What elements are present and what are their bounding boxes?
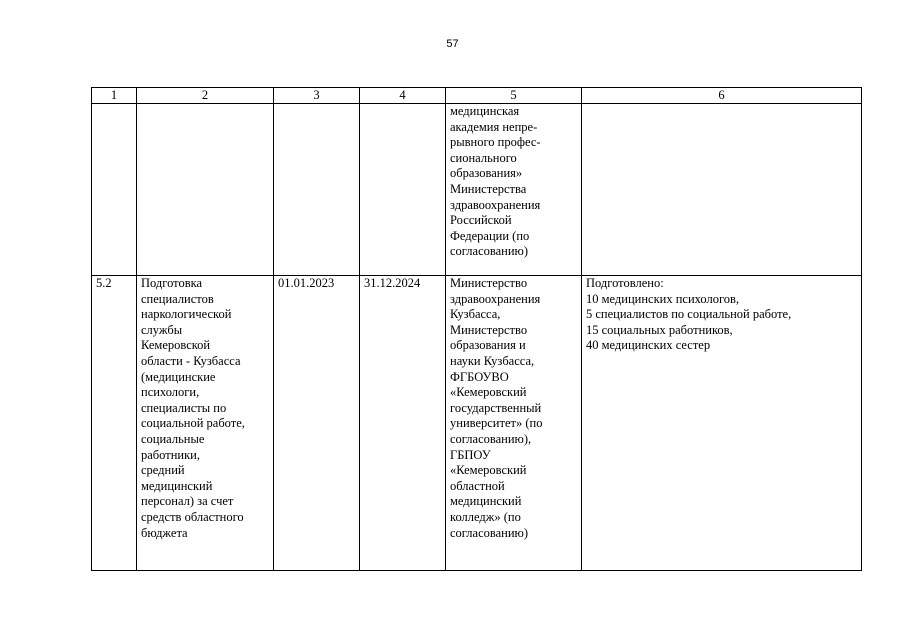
text-line: медицинский	[450, 494, 522, 509]
text-line: государственный	[450, 400, 542, 415]
text-line: 10 медицинских психологов,	[586, 291, 740, 306]
text-line: Кузбасса,	[450, 307, 501, 322]
column-header-3: 3	[274, 88, 360, 104]
row1-executor-cell	[446, 104, 582, 276]
page-number: 57	[446, 38, 459, 50]
text-line: Министерство	[450, 322, 528, 337]
text-line: образования и	[450, 338, 526, 353]
text-line: 40 медицинских сестер	[586, 338, 711, 353]
text-line: согласованию)	[450, 525, 529, 540]
text-line: академия непре-	[450, 119, 538, 134]
text-line: специалистов	[141, 291, 214, 306]
table-row	[92, 276, 862, 571]
column-header-2: 2	[137, 88, 274, 104]
text-line: области - Кузбасса	[141, 353, 241, 368]
text-line: бюджета	[141, 525, 188, 540]
text-line: средний	[141, 463, 185, 478]
row1-activity-cell	[137, 104, 274, 276]
row2-result-cell	[582, 276, 862, 571]
text-line: Подготовка	[141, 276, 203, 290]
text-line: рывного профес-	[450, 135, 541, 150]
measures-table	[91, 87, 862, 571]
text-line: работники,	[141, 447, 200, 462]
text-line: «Кемеровский	[450, 385, 527, 400]
text-line: Министерства	[450, 181, 527, 196]
text-line: образования»	[450, 166, 523, 181]
text-line: службы	[141, 322, 183, 337]
text-line: Подготовлено:	[586, 276, 664, 290]
text-line: средств областного	[141, 509, 244, 524]
row2-activity-cell	[137, 276, 274, 571]
text-line: ФГБОУВО	[450, 369, 509, 384]
text-line: (медицинские	[141, 369, 216, 384]
table-header-row	[92, 88, 862, 104]
text-line: науки Кузбасса,	[450, 353, 535, 368]
text-line: персонал) за счет	[141, 494, 234, 509]
text-line: социальные	[141, 431, 205, 446]
text-line: Российской	[450, 213, 512, 228]
column-header-6: 6	[582, 88, 862, 104]
text-line: медицинский	[141, 478, 213, 493]
row2-start-date-cell: 01.01.2023	[274, 276, 360, 571]
row2-executor-cell	[446, 276, 582, 571]
text-line: специалисты по	[141, 400, 227, 415]
column-header-5: 5	[446, 88, 582, 104]
text-line: сионального	[450, 150, 517, 165]
text-line: согласованию),	[450, 431, 532, 446]
text-line: 5 специалистов по социальной работе,	[586, 307, 792, 322]
table-row	[92, 104, 862, 276]
row2-number-cell: 5.2	[92, 276, 137, 571]
text-line: наркологической	[141, 307, 232, 322]
text-line: здравоохранения	[450, 197, 541, 212]
text-line: Кемеровской	[141, 338, 211, 353]
text-line: социальной работе,	[141, 416, 245, 431]
text-line: Федерации (по	[450, 228, 530, 243]
text-line: 15 социальных работников,	[586, 322, 733, 337]
text-line: здравоохранения	[450, 291, 541, 306]
row2-end-date-cell: 31.12.2024	[360, 276, 446, 571]
text-line: психологи,	[141, 385, 200, 400]
row1-start-cell	[274, 104, 360, 276]
text-line: колледж» (по	[450, 509, 521, 524]
text-line: Министерство	[450, 276, 528, 290]
text-line: медицинская	[450, 104, 520, 118]
row1-result-cell	[582, 104, 862, 276]
column-header-1: 1	[92, 88, 137, 104]
text-line: «Кемеровский	[450, 463, 527, 478]
row1-end-cell	[360, 104, 446, 276]
text-line: областной	[450, 478, 505, 493]
column-header-4: 4	[360, 88, 446, 104]
row1-number-cell	[92, 104, 137, 276]
text-line: университет» (по	[450, 416, 543, 431]
text-line: ГБПОУ	[450, 447, 491, 462]
text-line: согласованию)	[450, 244, 529, 259]
